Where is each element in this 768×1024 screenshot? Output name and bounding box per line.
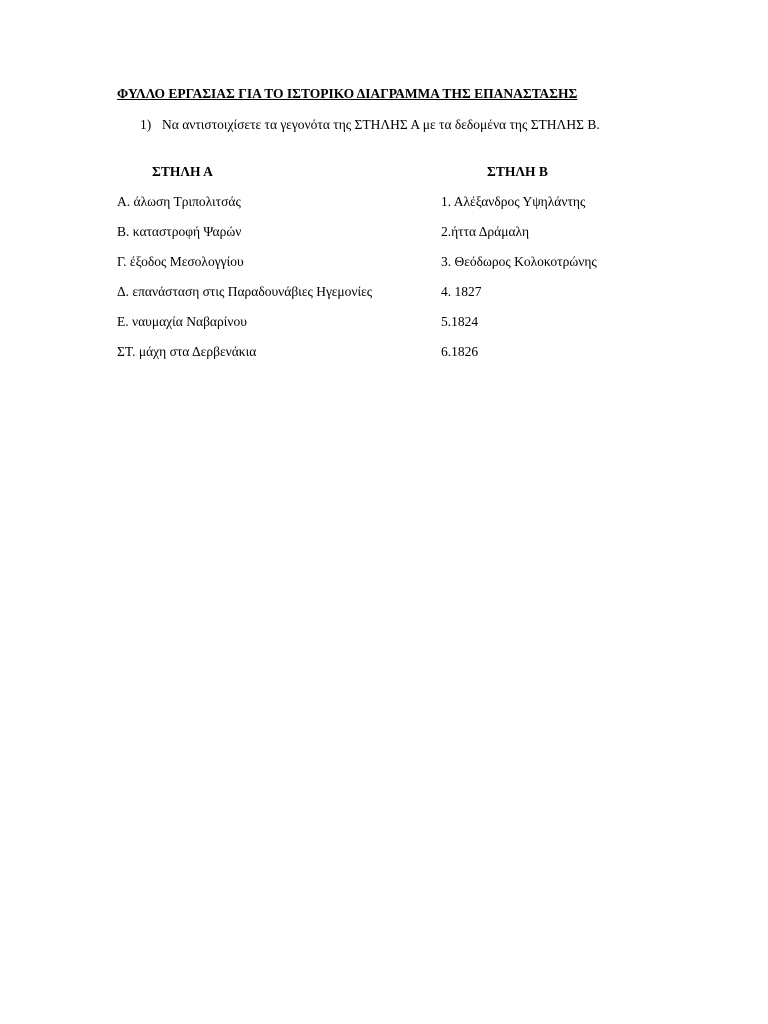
instruction-text: Να αντιστοιχίσετε τα γεγονότα της ΣΤΗΛΗΣ Α με τα δεδομένα της ΣΤΗΛΗΣ Β. (162, 117, 600, 132)
column-a-item: Α. άλωση Τριπολιτσάς (117, 194, 241, 209)
column-b-item: 1. Αλέξανδρος Υψηλάντης (441, 194, 586, 209)
column-b-header: ΣΤΗΛΗ Β (487, 164, 548, 179)
column-a-header: ΣΤΗΛΗ Α (152, 164, 213, 179)
instruction-number: 1) (140, 117, 152, 132)
column-a-item: ΣΤ. μάχη στα Δερβενάκια (117, 344, 257, 359)
column-b-item: 3. Θεόδωρος Κολοκοτρώνης (441, 254, 597, 269)
column-a-item: Β. καταστροφή Ψαρών (117, 224, 242, 239)
column-a-item: Γ. έξοδος Μεσολογγίου (117, 254, 244, 269)
column-b-item: 2.ήττα Δράμαλη (441, 224, 530, 239)
column-b-item: 5.1824 (441, 314, 479, 329)
column-a-item: Δ. επανάσταση στις Παραδουνάβιες Ηγεμονίες (117, 284, 373, 299)
column-a-list (117, 194, 372, 374)
column-b-item: 4. 1827 (441, 284, 482, 299)
column-b-list (441, 194, 597, 374)
column-b-item: 6.1826 (441, 344, 479, 359)
column-a-item: Ε. ναυμαχία Ναβαρίνου (117, 314, 247, 329)
instruction-line (140, 117, 600, 133)
worksheet-title: ΦΥΛΛΟ ΕΡΓΑΣΙΑΣ ΓΙΑ ΤΟ ΙΣΤΟΡΙΚΟ ΔΙΑΓΡΑΜΜΑ ΤΗΣ ΕΠΑΝΑΣΤΑΣΗΣ (117, 86, 578, 101)
